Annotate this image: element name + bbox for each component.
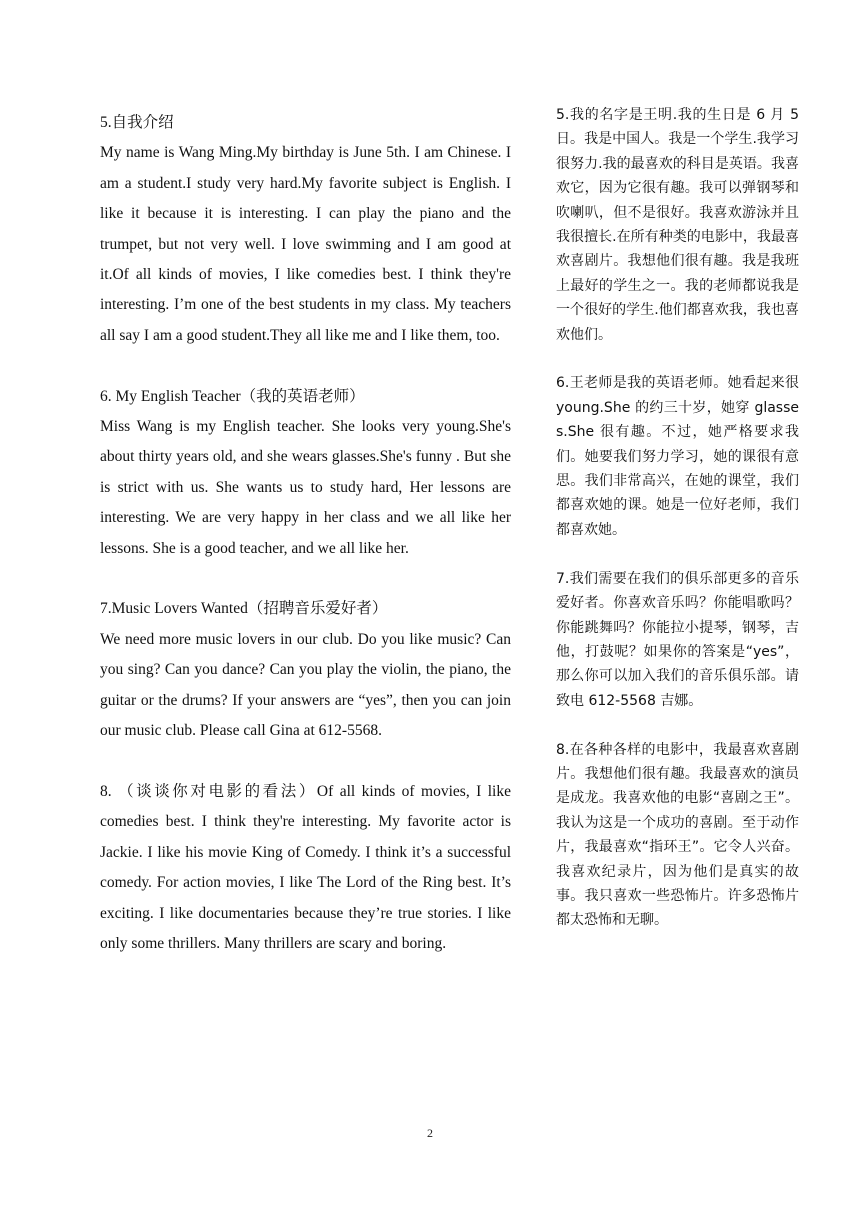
section-body: Miss Wang is my English teacher. She looks very young.She's about thirty years old, and she wears glasses.She's funny . But she is strict with us. She wants us to study hard, Her lessons are interesting. We are very happy in her class and we all like her lessons. She is a good teacher, and we all like her.: [100, 418, 511, 557]
section-english-teacher: [100, 382, 511, 564]
section-body: 8. （谈谈你对电影的看法）Of all kinds of movies, I like comedies best. I think they're interesting. My favorite actor is Jackie. I like his movie King of Comedy. I think it’s a successful comedy. For action movies, I like The Lord of the Ring best. It’s exciting. I like documentaries because they’re true stories. I like only some thrillers. Many thrillers are scary and boring.: [100, 782, 511, 952]
section-self-introduction: [100, 108, 511, 351]
section-heading: 5.自我介绍: [100, 114, 174, 131]
section-heading: 7.Music Lovers Wanted（招聘音乐爱好者）: [100, 600, 388, 618]
section-heading: 6. My English Teacher（我的英语老师）: [100, 387, 365, 405]
translation-paragraph: 8.在各种各样的电影中，我最喜欢喜剧片。我想他们很有趣。我最喜欢的演员是成龙。我喜欢他的电影“喜剧之王”。我认为这是一个成功的喜剧。至于动作片，我最喜欢“指环王”。它令人兴奋。我喜欢纪录片，因为他们是真实的故事。我只喜欢一些恐怖片。许多恐怖片都太恐怖和无聊。: [556, 741, 799, 929]
english-column: [100, 108, 511, 990]
chinese-translation-column: [556, 103, 799, 957]
section-movies: [100, 777, 511, 959]
translation-paragraph: 5.我的名字是王明.我的生日是 6 月 5 日。我是中国人。我是一个学生.我学习很努力.我的最喜欢的科目是英语。我喜欢它，因为它很有趣。我可以弹钢琴和吹喇叭，但不是很好。我喜欢游泳并且我很擅长.在所有种类的电影中，我最喜欢喜剧片。我想他们很有趣。我是我班上最好的学生之一。我的老师都说我是一个很好的学生.他们都喜欢我，我也喜欢他们。: [556, 107, 799, 343]
section-music-lovers: [100, 594, 511, 746]
section-body: My name is Wang Ming.My birthday is June 5th. I am Chinese. I am a student.I study very hard.My favorite subject is English. I like it because it is interesting. I can play the piano and the trumpet, but not very well. I love swimming and I am good at it.Of all kinds of movies, I like comedies best. I think they're interesting. I’m one of the best students in my class. My teachers all say I am a good student.They all like me and I like them, too.: [100, 144, 511, 344]
translation-paragraph: 6.王老师是我的英语老师。她看起来很 young.She 的约三十岁，她穿 glasses.She 很有趣。不过，她严格要求我们。她要我们努力学习，她的课很有意思。我们非常高兴，在她的课堂，我们都喜欢她的课。她是一位好老师，我们都喜欢她。: [556, 375, 799, 538]
translation-paragraph: 7.我们需要在我们的俱乐部更多的音乐爱好者。你喜欢音乐吗？你能唱歌吗？你能跳舞吗？你能拉小提琴，钢琴，吉他，打鼓呢？如果你的答案是“yes”，那么你可以加入我们的音乐俱乐部。请致电 612-5568 吉娜。: [556, 570, 799, 709]
page-number: 2: [427, 1126, 433, 1140]
section-body: We need more music lovers in our club. Do you like music? Can you sing? Can you dance? Can you play the violin, the piano, the guitar or the drums? If your answers are “yes”, then you can join our music club. Please call Gina at 612-5568.: [100, 630, 511, 740]
